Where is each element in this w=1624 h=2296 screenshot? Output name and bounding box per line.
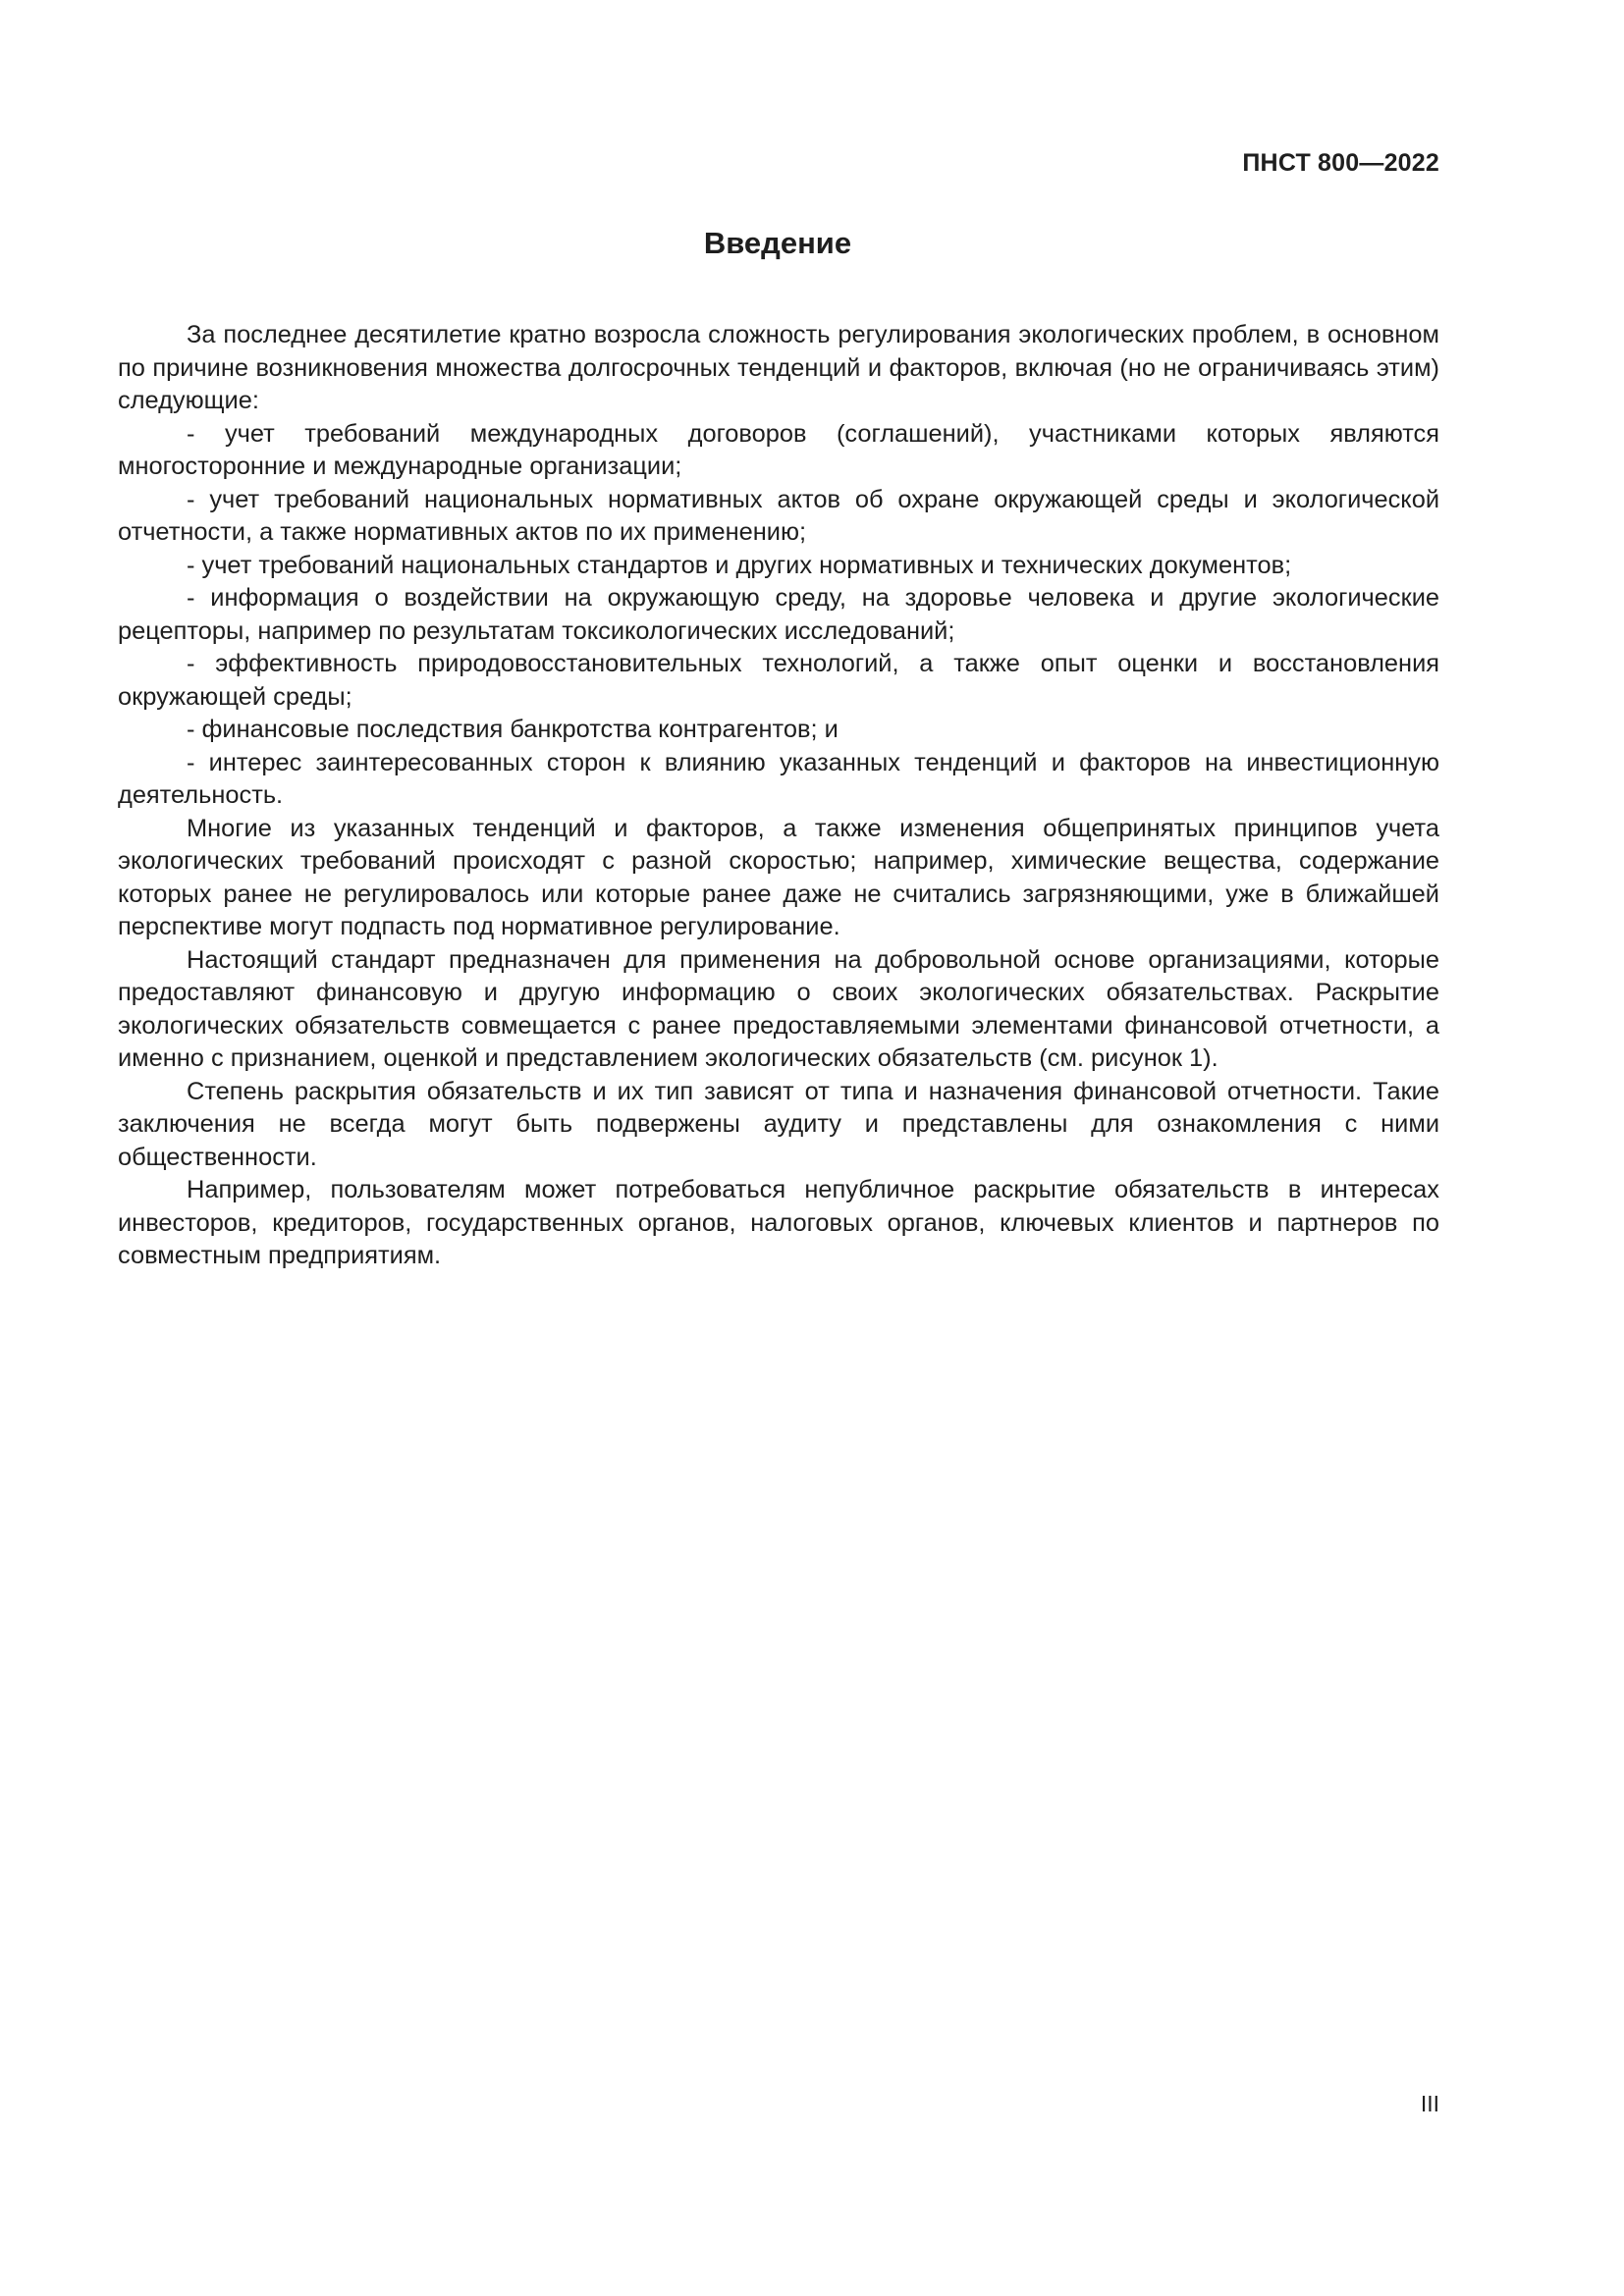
page-number: III xyxy=(1420,2091,1439,2116)
list-item: - эффективность природовосстановительных технологий, а также опыт оценки и восстановления окружающей среды; xyxy=(118,650,1439,711)
list-item: - финансовые последствия банкротства контрагентов; и xyxy=(187,716,839,743)
body-text xyxy=(118,319,1439,1273)
list-item: - учет требований международных договоров (соглашений), участниками которых являются многосторонние и международные организации; xyxy=(118,419,1439,480)
list-item: - учет требований национальных нормативных актов об охране окружающей среды и экологической отчетности, а также нормативных актов по их применению; xyxy=(118,485,1439,546)
document-code: ПНСТ 800—2022 xyxy=(1242,149,1439,177)
paragraph: Степень раскрытия обязательств и их тип зависят от типа и назначения финансовой отчетности. Такие заключения не всегда могут быть подвержены аудиту и представлены для ознакомления с ними общественности. xyxy=(118,1077,1439,1171)
paragraph: Многие из указанных тенденций и факторов, а также изменения общепринятых принципов учета экологических требований происходят с разной скоростью; например, химические вещества, содержание которых ранее не регулировалось или которые ранее даже не считались загрязняющими, уже в ближайшей перспективе могут подпасть под нормативное регулирование. xyxy=(118,814,1439,940)
list-item: - учет требований национальных стандартов и других нормативных и технических документов; xyxy=(187,551,1292,579)
paragraph: Настоящий стандарт предназначен для применения на добровольной основе организациями, которые предоставляют финансовую и другую информацию о своих экологических обязательствах. Раскрытие экологических обязательств совмещается с ранее предоставляемыми элементами финансовой отчетности, а именно с признанием, оценкой и представлением экологических обязательств (см. рисунок 1). xyxy=(118,945,1439,1072)
list-item: - интерес заинтересованных сторон к влиянию указанных тенденций и факторов на инвестиционную деятельность. xyxy=(118,748,1439,809)
paragraph: За последнее десятилетие кратно возросла сложность регулирования экологических проблем, в основном по причине возникновения множества долгосрочных тенденций и факторов, включая (но не ограничиваясь этим) следующие: xyxy=(118,321,1439,414)
section-title: Введение xyxy=(703,226,852,260)
list-item: - информация о воздействии на окружающую среду, на здоровье человека и другие экологические рецепторы, например по результатам токсикологических исследований; xyxy=(118,584,1439,645)
paragraph: Например, пользователям может потребоваться непубличное раскрытие обязательств в интересах инвесторов, кредиторов, государственных органов, налоговых органов, ключевых клиентов и партнеров по совместным предприятиям. xyxy=(118,1176,1439,1269)
